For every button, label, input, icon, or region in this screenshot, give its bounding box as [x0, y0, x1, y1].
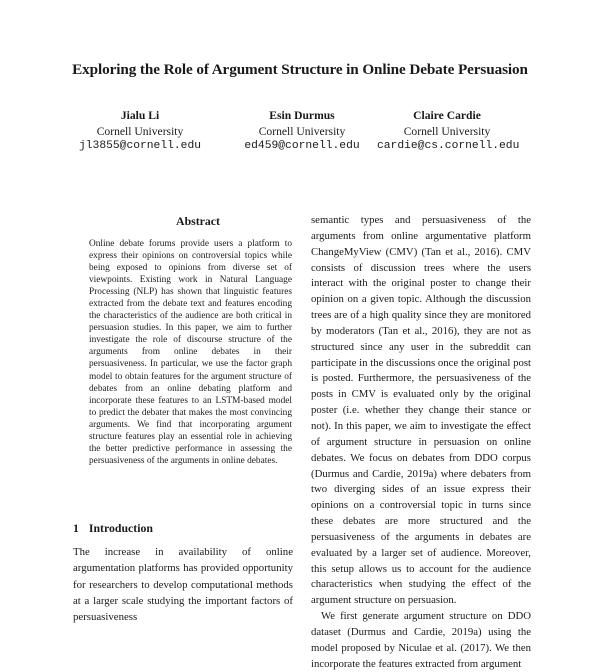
- author-name: Claire Cardie: [413, 109, 481, 122]
- author-block: [70, 108, 210, 155]
- author-name: Jialu Li: [120, 109, 160, 122]
- author-block: [232, 108, 372, 155]
- body-paragraph: We first generate argument structure on DDO dataset (Durmus and Cardie, 2019a) using the model proposed by Niculae et al. (2017). We then incorporate the features extracted from argument: [311, 610, 531, 670]
- author-block: [377, 108, 520, 155]
- author-email: ed459@cornell.edu: [244, 140, 360, 152]
- author-email: jl3855@cornell.edu: [78, 140, 202, 152]
- section-heading: [73, 521, 153, 536]
- author-affiliation: Cornell University: [258, 124, 346, 138]
- section-title: Introduction: [88, 521, 153, 535]
- section-number: 1: [73, 521, 79, 535]
- body-paragraph: semantic types and persuasiveness of the arguments from online argumentative platform ChangeMyView (CMV) (Tan et al., 2016). CMV consists of discussion trees where the users interact with the original poster to change their opinion on a given topic. Although the discussion trees are of a high quality since they are monitored by moderators (Tan et al., 2016), they are not as structured since any user in the subreddit can participate in the discussions once the original post is posted. Furthermore, the persuasiveness of the posts in CMV is evaluated only by the original poster (i.e. whether they change their stance or not). In this paper, we aim to investigate the effect of argument structure in persuasion on online debates. We focus on debates from DDO corpus (Durmus and Cardie, 2019a) where debaters from two diverging sides of an issue express their opinions on a controversial topic in turns since these debates are more structured and the persuasiveness of the arguments in debates are evaluated by a larger set of audience. Moreover, this setup allows us to account for the audience characteristics when studying the effect of the argument structure on persuasion.: [311, 214, 531, 607]
- author-affiliation: Cornell University: [96, 124, 184, 138]
- right-column: [311, 213, 531, 672]
- intro-paragraph: The increase in availability of online argumentation platforms has provided opportunity for researchers to develop computational methods at a larger scale studying the important factors of persuasiveness: [73, 546, 293, 624]
- author-email: cardie@cs.cornell.edu: [377, 140, 520, 152]
- author-affiliation: Cornell University: [403, 124, 491, 138]
- author-name: Esin Durmus: [269, 109, 335, 122]
- paper-title: Exploring the Role of Argument Structure in Online Debate Persuasion: [72, 61, 528, 78]
- abstract-text: Online debate forums provide users a platform to express their opinions on controversial topics while being exposed to opinions from diverse set of viewpoints. Existing work in Natural Language Processing (NLP) has shown that linguistic features extracted from the debate text and features encoding the characteristics of the audience are both critical in persuasion studies. In this paper, we aim to further investigate the role of discourse structure of the arguments from online debates in their persuasiveness. In particular, we use the factor graph model to obtain features for the argument structure of debates from an online debating platform and incorporate these features to an LSTM-based model to predict the debater that makes the most convincing arguments. We find that incorporating argument structure features play an essential role in achieving the better predictive performance in assessing the persuasiveness of the arguments in online debates.: [89, 239, 292, 466]
- abstract-heading: Abstract: [176, 214, 220, 228]
